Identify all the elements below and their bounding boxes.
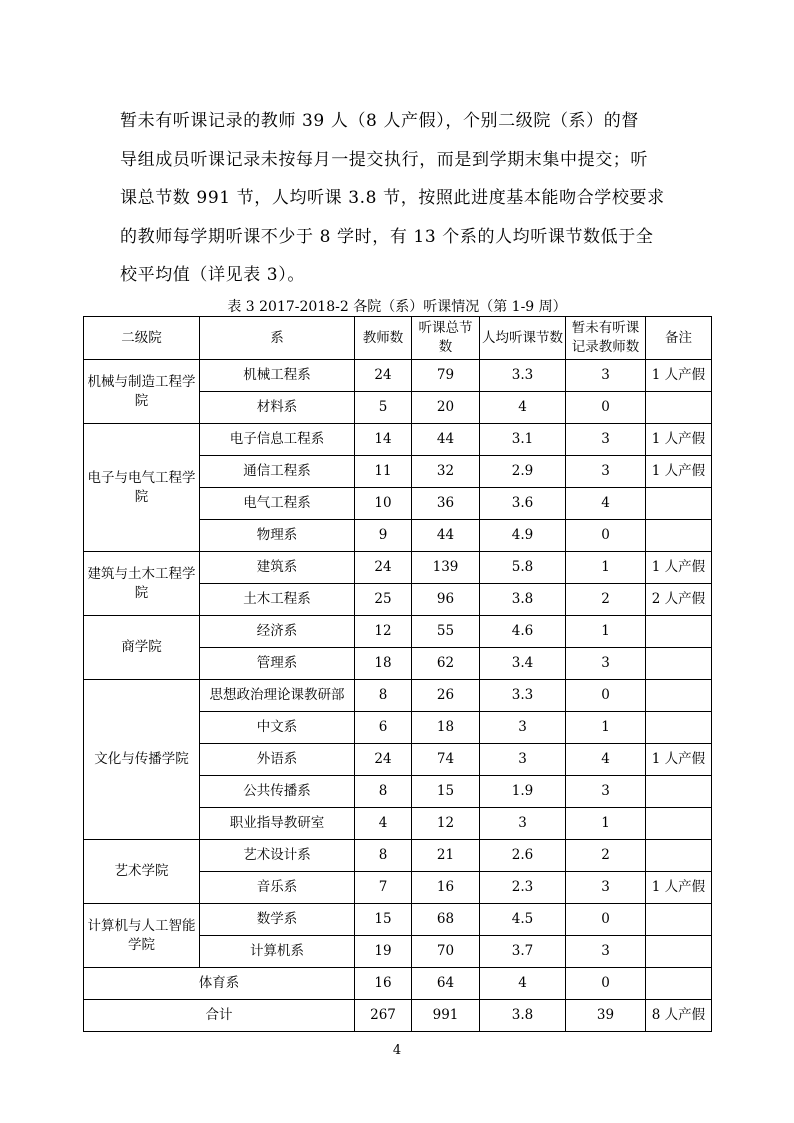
no-record-cell: 2 [566,584,646,616]
department-cell: 艺术设计系 [200,840,355,872]
college-cell: 文化与传播学院 [84,680,200,840]
table-row [84,904,712,936]
college-cell: 商学院 [84,616,200,680]
average-lessons-cell: 3 [480,744,566,776]
teacher-count-cell: 6 [355,712,412,744]
total-lessons-cell: 139 [412,552,480,584]
average-lessons-cell: 3.6 [480,488,566,520]
table-row [84,680,712,712]
remarks-cell: 1 人产假 [646,552,712,584]
total-lessons-cell: 68 [412,904,480,936]
average-lessons-cell: 3.8 [480,1000,566,1032]
table-row [84,360,712,392]
remarks-cell: 1 人产假 [646,456,712,488]
total-lessons-cell: 62 [412,648,480,680]
department-cell: 材料系 [200,392,355,424]
department-cell: 管理系 [200,648,355,680]
paragraph-line: 的教师每学期听课不少于 8 学时，有 13 个系的人均听课节数低于全 [120,226,654,247]
no-record-cell: 0 [566,680,646,712]
department-cell: 经济系 [200,616,355,648]
average-lessons-cell: 3.1 [480,424,566,456]
department-cell: 通信工程系 [200,456,355,488]
no-record-cell: 3 [566,776,646,808]
teacher-count-cell: 25 [355,584,412,616]
no-record-cell: 39 [566,1000,646,1032]
department-cell: 电气工程系 [200,488,355,520]
remarks-cell [646,616,712,648]
remarks-cell [646,840,712,872]
average-lessons-cell: 2.6 [480,840,566,872]
teacher-count-cell: 15 [355,904,412,936]
remarks-cell [646,520,712,552]
college-cell: 电子与电气工程学院 [84,424,200,552]
department-cell: 计算机系 [200,936,355,968]
header-no-record-count: 暂未有听课记录教师数 [566,317,646,360]
average-lessons-cell: 1.9 [480,776,566,808]
remarks-cell [646,392,712,424]
teacher-count-cell: 267 [355,1000,412,1032]
no-record-cell: 4 [566,488,646,520]
teacher-count-cell: 4 [355,808,412,840]
total-lessons-cell: 15 [412,776,480,808]
department-cell: 外语系 [200,744,355,776]
total-lessons-cell: 21 [412,840,480,872]
average-lessons-cell: 4 [480,392,566,424]
average-lessons-cell: 3 [480,808,566,840]
no-record-cell: 3 [566,456,646,488]
average-lessons-cell: 3.7 [480,936,566,968]
department-cell: 物理系 [200,520,355,552]
department-cell: 音乐系 [200,872,355,904]
total-lessons-cell: 55 [412,616,480,648]
header-department: 系 [200,317,355,360]
department-cell: 建筑系 [200,552,355,584]
remarks-cell [646,680,712,712]
paragraph-line: 暂未有听课记录的教师 39 人（8 人产假），个别二级院（系）的督 [120,111,639,131]
total-lessons-cell: 18 [412,712,480,744]
department-cell: 公共传播系 [200,776,355,808]
average-lessons-cell: 4.5 [480,904,566,936]
teacher-count-cell: 5 [355,392,412,424]
average-lessons-cell: 3.4 [480,648,566,680]
header-average-lessons: 人均听课节数 [480,317,566,360]
average-lessons-cell: 3.8 [480,584,566,616]
body-paragraph [120,102,686,295]
remarks-cell [646,904,712,936]
remarks-cell: 1 人产假 [646,360,712,392]
header-total-lessons: 听课总节数 [412,317,480,360]
total-lessons-cell: 12 [412,808,480,840]
no-record-cell: 3 [566,872,646,904]
teacher-count-cell: 24 [355,552,412,584]
remarks-cell [646,936,712,968]
no-record-cell: 3 [566,648,646,680]
department-cell: 土木工程系 [200,584,355,616]
teacher-count-cell: 10 [355,488,412,520]
table-row [84,552,712,584]
no-record-cell: 4 [566,744,646,776]
remarks-cell [646,968,712,1000]
paragraph-line: 导组成员听课记录未按每月一提交执行，而是到学期末集中提交；听 [120,149,648,170]
header-teacher-count: 教师数 [355,317,412,360]
no-record-cell: 0 [566,904,646,936]
no-record-cell: 1 [566,616,646,648]
total-lessons-cell: 991 [412,1000,480,1032]
table-caption: 表 3 2017-2018-2 各院（系）听课情况（第 1-9 周） [227,299,567,315]
department-cell: 中文系 [200,712,355,744]
average-lessons-cell: 2.9 [480,456,566,488]
total-lessons-cell: 36 [412,488,480,520]
page-number: 4 [392,1043,402,1058]
teacher-count-cell: 7 [355,872,412,904]
teacher-count-cell: 24 [355,744,412,776]
average-lessons-cell: 3 [480,712,566,744]
teacher-count-cell: 12 [355,616,412,648]
teacher-count-cell: 19 [355,936,412,968]
college-cell: 建筑与土木工程学院 [84,552,200,616]
department-cell: 职业指导教研室 [200,808,355,840]
remarks-cell: 8 人产假 [646,1000,712,1032]
lecture-attendance-table [83,316,712,1032]
no-record-cell: 3 [566,424,646,456]
average-lessons-cell: 3.3 [480,680,566,712]
teacher-count-cell: 18 [355,648,412,680]
teacher-count-cell: 9 [355,520,412,552]
total-lessons-cell: 20 [412,392,480,424]
header-college: 二级院 [84,317,200,360]
pe-row [84,968,712,1000]
department-cell: 机械工程系 [200,360,355,392]
teacher-count-cell: 14 [355,424,412,456]
table-row [84,424,712,456]
remarks-cell [646,808,712,840]
total-lessons-cell: 32 [412,456,480,488]
paragraph-line: 课总节数 991 节，人均听课 3.8 节，按照此进度基本能吻合学校要求 [120,188,665,208]
no-record-cell: 1 [566,808,646,840]
table-row [84,616,712,648]
total-lessons-cell: 70 [412,936,480,968]
average-lessons-cell: 4.9 [480,520,566,552]
total-lessons-cell: 79 [412,360,480,392]
average-lessons-cell: 2.3 [480,872,566,904]
no-record-cell: 3 [566,936,646,968]
average-lessons-cell: 4.6 [480,616,566,648]
no-record-cell: 1 [566,712,646,744]
remarks-cell [646,776,712,808]
total-lessons-cell: 96 [412,584,480,616]
header-remarks: 备注 [646,317,712,360]
department-cell: 数学系 [200,904,355,936]
no-record-cell: 3 [566,360,646,392]
no-record-cell: 0 [566,968,646,1000]
total-lessons-cell: 44 [412,520,480,552]
no-record-cell: 2 [566,840,646,872]
table-header-row [84,317,712,360]
teacher-count-cell: 24 [355,360,412,392]
department-cell: 思想政治理论课教研部 [200,680,355,712]
remarks-cell [646,488,712,520]
teacher-count-cell: 11 [355,456,412,488]
teacher-count-cell: 8 [355,680,412,712]
remarks-cell: 1 人产假 [646,424,712,456]
remarks-cell: 1 人产假 [646,872,712,904]
total-lessons-cell: 44 [412,424,480,456]
pe-row-label: 体育系 [84,968,355,1000]
total-lessons-cell: 16 [412,872,480,904]
table-row [84,840,712,872]
paragraph-line: 校平均值（详见表 3）。 [120,265,305,285]
total-row [84,1000,712,1032]
remarks-cell: 1 人产假 [646,744,712,776]
department-cell: 电子信息工程系 [200,424,355,456]
teacher-count-cell: 8 [355,776,412,808]
remarks-cell: 2 人产假 [646,584,712,616]
college-cell: 计算机与人工智能学院 [84,904,200,968]
no-record-cell: 0 [566,392,646,424]
college-cell: 艺术学院 [84,840,200,904]
total-lessons-cell: 64 [412,968,480,1000]
total-row-label: 合计 [84,1000,355,1032]
average-lessons-cell: 3.3 [480,360,566,392]
no-record-cell: 0 [566,520,646,552]
average-lessons-cell: 4 [480,968,566,1000]
remarks-cell [646,712,712,744]
teacher-count-cell: 8 [355,840,412,872]
college-cell: 机械与制造工程学院 [84,360,200,424]
average-lessons-cell: 5.8 [480,552,566,584]
total-lessons-cell: 74 [412,744,480,776]
total-lessons-cell: 26 [412,680,480,712]
no-record-cell: 1 [566,552,646,584]
teacher-count-cell: 16 [355,968,412,1000]
remarks-cell [646,648,712,680]
